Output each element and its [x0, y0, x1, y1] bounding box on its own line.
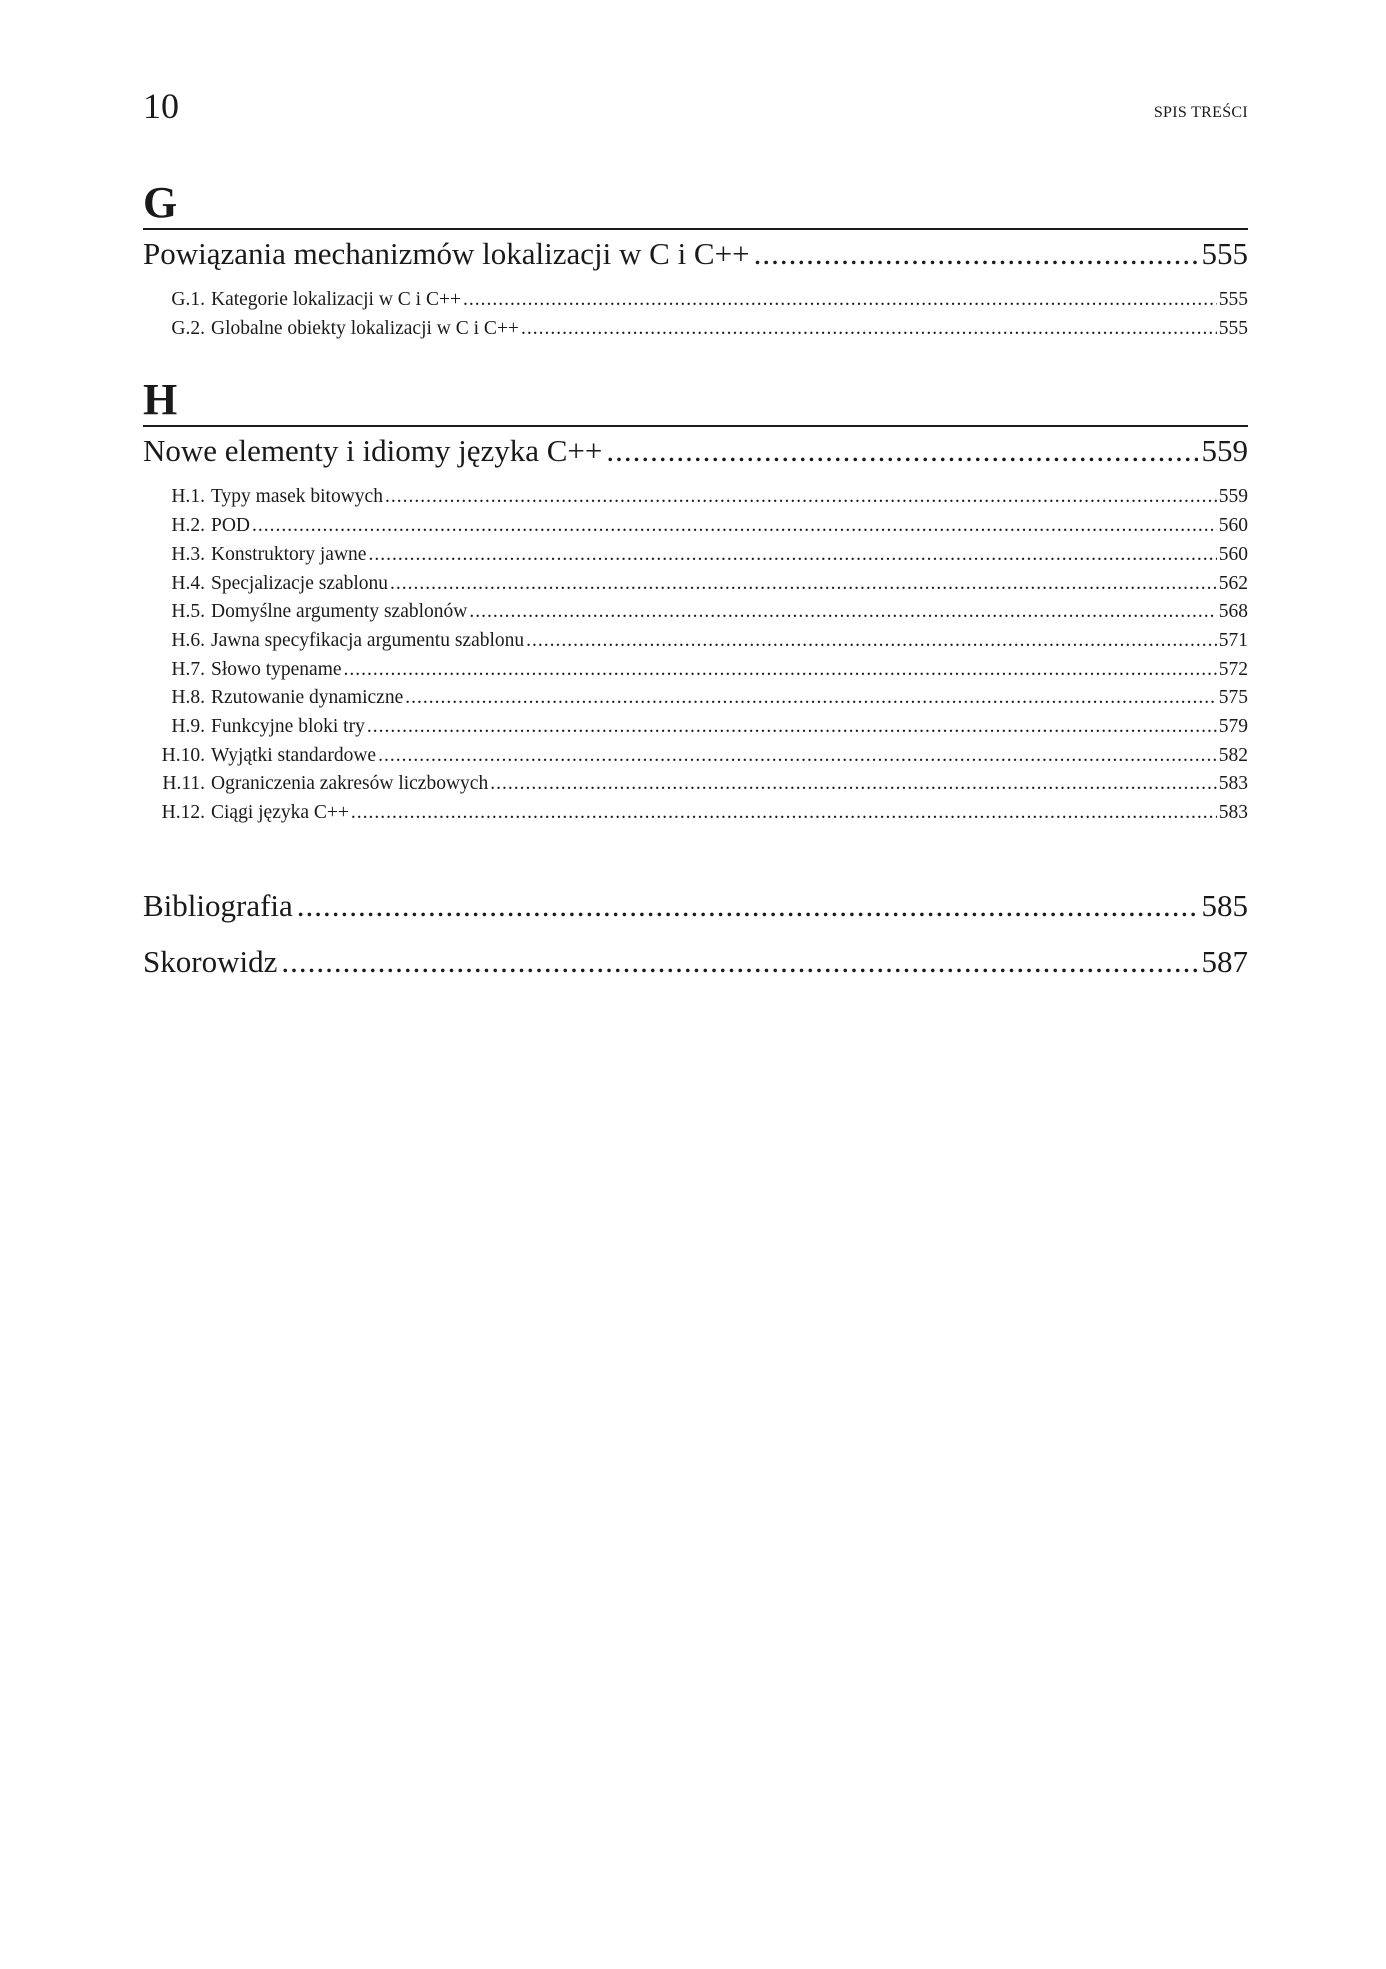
entry-title: Typy masek bitowych [211, 486, 383, 508]
entry-page: 583 [1218, 802, 1248, 824]
entry-page: 583 [1218, 773, 1248, 795]
dot-leader [390, 570, 1217, 599]
toc-entry[interactable] [143, 483, 1248, 512]
entry-number: H.3. [171, 543, 205, 565]
entry-number: G.1. [171, 289, 205, 310]
entry-number: H.6. [171, 629, 205, 651]
dot-leader [521, 315, 1217, 344]
entry-number: H.12. [161, 802, 205, 824]
backmatter-title: Bibliografia [143, 878, 293, 934]
entry-list [143, 483, 1248, 827]
entry-page: 560 [1218, 543, 1248, 565]
entry-title: Jawna specyfikacja argumentu szablonu [211, 629, 525, 651]
toc-entry[interactable] [143, 742, 1248, 771]
appendix-title: Powiązania mechanizmów lokalizacji w C i C++ [143, 234, 750, 274]
appendix-letter: H [143, 375, 1248, 427]
toc-entry[interactable] [143, 512, 1248, 541]
entry-title: Słowo typename [211, 658, 342, 680]
entry-number: H.1. [171, 486, 205, 508]
dot-leader [526, 627, 1217, 656]
entry-number: H.10. [161, 744, 205, 766]
toc-entry[interactable] [143, 770, 1248, 799]
dot-leader [344, 656, 1217, 685]
entry-title: Specjalizacje szablonu [211, 572, 389, 594]
backmatter [143, 878, 1248, 990]
dot-leader [463, 286, 1217, 315]
backmatter-row-bibliography[interactable] [143, 878, 1248, 934]
toc-entry[interactable] [143, 684, 1248, 713]
entry-title: Rzutowanie dynamiczne [211, 687, 404, 709]
toc-entry[interactable] [143, 286, 1248, 315]
appendix-title-row[interactable] [143, 234, 1248, 274]
entry-number: H.5. [171, 601, 205, 623]
toc-entry[interactable] [143, 656, 1248, 685]
toc-entry[interactable] [143, 713, 1248, 742]
dot-leader [368, 541, 1216, 570]
backmatter-title: Skorowidz [143, 934, 277, 990]
entry-title: Kategorie lokalizacji w C i C++ [211, 289, 461, 310]
entry-page: 572 [1218, 658, 1248, 680]
entry-title: Globalne obiekty lokalizacji w C i C++ [211, 317, 519, 339]
entry-title: Ograniczenia zakresów liczbowych [211, 773, 489, 795]
entry-page: 555 [1218, 317, 1248, 339]
dot-leader [367, 713, 1217, 742]
toc-entry[interactable] [143, 598, 1248, 627]
dot-leader [351, 799, 1217, 828]
entry-title: Funkcyjne bloki try [211, 716, 365, 738]
dot-leader [281, 934, 1197, 990]
table-of-contents [143, 178, 1248, 990]
dot-leader [490, 770, 1217, 799]
entry-page: 575 [1218, 687, 1248, 709]
dot-leader [385, 483, 1217, 512]
entry-number: H.8. [171, 687, 205, 709]
entry-number: G.2. [171, 317, 205, 339]
appendix-title: Nowe elementy i idiomy języka C++ [143, 431, 602, 471]
appendix-letter: G [143, 178, 1248, 230]
entry-title: Domyślne argumenty szablonów [211, 601, 468, 623]
toc-entry[interactable] [143, 570, 1248, 599]
entry-page: 555 [1218, 289, 1248, 310]
dot-leader [405, 684, 1217, 713]
dot-leader [252, 512, 1217, 541]
toc-entry[interactable] [143, 541, 1248, 570]
dot-leader [606, 431, 1197, 471]
entry-title: Ciągi języka C++ [211, 802, 349, 824]
entry-title: Wyjątki standardowe [211, 744, 377, 766]
entry-page: 568 [1218, 601, 1248, 623]
backmatter-page: 585 [1202, 878, 1249, 934]
entry-number: H.11. [162, 773, 205, 795]
appendix-page: 555 [1202, 234, 1249, 274]
appendix-g [143, 178, 1248, 343]
entry-page: 582 [1218, 744, 1248, 766]
toc-entry[interactable] [143, 799, 1248, 828]
dot-leader [378, 742, 1217, 771]
toc-entry[interactable] [143, 315, 1248, 344]
appendix-page: 559 [1202, 431, 1249, 471]
page-header [143, 86, 1248, 126]
entry-title: Konstruktory jawne [211, 543, 367, 565]
entry-page: 562 [1218, 572, 1248, 594]
entry-number: H.4. [171, 572, 205, 594]
appendix-title-row[interactable] [143, 431, 1248, 471]
entry-title: POD [211, 515, 251, 537]
page-number: 10 [143, 86, 179, 126]
dot-leader [469, 598, 1216, 627]
entry-list [143, 286, 1248, 343]
backmatter-page: 587 [1202, 934, 1249, 990]
entry-page: 560 [1218, 515, 1248, 537]
entry-number: H.7. [171, 658, 205, 680]
entry-page: 571 [1218, 629, 1248, 651]
entry-page: 559 [1218, 486, 1248, 508]
appendix-h [143, 375, 1248, 827]
entry-page: 579 [1218, 716, 1248, 738]
entry-number: H.2. [171, 515, 205, 537]
toc-entry[interactable] [143, 627, 1248, 656]
dot-leader [754, 234, 1198, 274]
entry-number: H.9. [171, 716, 205, 738]
dot-leader [297, 878, 1198, 934]
backmatter-row-index[interactable] [143, 934, 1248, 990]
running-head: SPIS TREŚCI [1153, 104, 1248, 121]
